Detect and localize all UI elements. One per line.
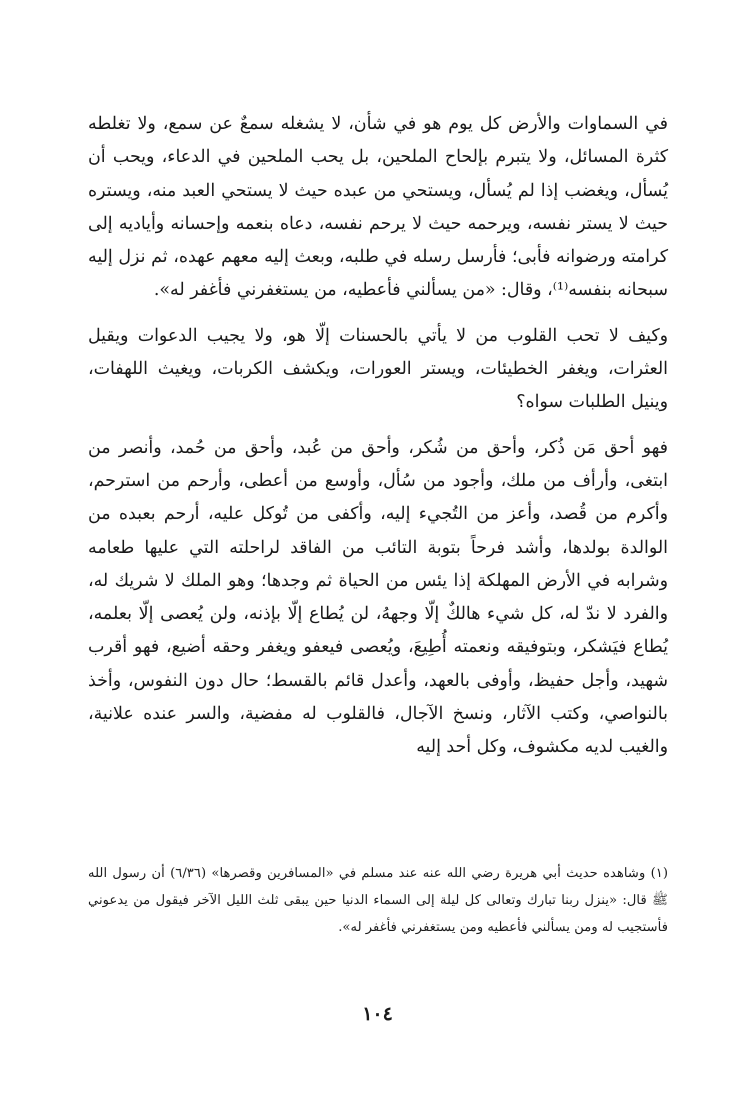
footnote-divider — [88, 852, 668, 853]
footnote: (١) وشاهده حديث أبي هريرة رضي الله عنه عند مسلم في «المسافرين وقصرها» (٦/٣٦) أن رسول الله ﷺ قال: «ينزل ربنا تبارك وتعالى كل ليلة إلى السماء الدنيا حين يبقى ثلث الليل الآخر فيقول من يدعوني فأستجيب له ومن يسألني فأعطيه ومن يستغفرني فأغفر له». — [88, 866, 669, 935]
main-text — [88, 108, 668, 765]
paragraph-1: في السماوات والأرض كل يوم هو في شأن، لا يشغله سمعٌ عن سمع، ولا تغلطه كثرة المسائل، ولا يتبرم بإلحاح الملحين، بل يحب الملحين في الدعاء، ويحب أن يُسأل، ويغضب إذا لم يُسأل، ويستحي من عبده حيث لا يستحي العبد منه، ويستره حيث لا يستر نفسه، ويرحمه حيث لا يرحم نفسه، دعاه بنعمه وإحسانه وأياديه إلى كرامته ورضوانه فأبى؛ فأرسل رسله في طلبه، وبعث إليه معهم عهده، ثم نزل إليه سبحانه بنفسه⁽¹⁾، وقال: «من يسألني فأعطيه، من يستغفرني فأغفر له». — [88, 114, 668, 301]
page-number: ١٠٤ — [362, 1003, 393, 1025]
paragraph-2: وكيف لا تحب القلوب من لا يأتي بالحسنات إلّا هو، ولا يجيب الدعوات ويقيل العثرات، ويغفر الخطيئات، ويستر العورات، ويكشف الكربات، ويغيث اللهفات، وينيل الطلبات سواه؟ — [88, 325, 668, 413]
paragraph-3: فهو أحق مَن ذُكر، وأحق من شُكر، وأحق من عُبد، وأحق من حُمد، وأنصر من ابتغى، وأرأف من ملك، وأجود من سُأل، وأوسع من أعطى، وأرحم من استرحم، وأكرم من قُصد، وأعز من التُجيء إليه، وأكفى من تُوكل عليه، أرحم بعبده من الوالدة بولدها، وأشد فرحاً بتوبة التائب من الفاقد لراحلته التي عليها طعامه وشرابه في الأرض المهلكة إذا يئس من الحياة ثم وجدها؛ وهو الملك لا شريك له، والفرد لا ندّ له، كل شيء هالكٌ إلّا وجههُ، لن يُطاع إلّا بإذنه، ولن يُعصى إلّا بعلمه، يُطاع فيَشكر، وبتوفيقه ونعمته أُطِيعَ، ويُعصى فيعفو ويغفر وحقه أضيع، فهو أقرب شهيد، وأجل حفيظ، وأوفى بالعهد، وأعدل قائم بالقسط؛ حال دون النفوس، وأخذ بالنواصي، وكتب الآثار، ونسخ الآجال، فالقلوب له مفضية، والسر عنده علانية، والغيب لديه مكشوف، وكل أحد إليه — [88, 437, 668, 758]
